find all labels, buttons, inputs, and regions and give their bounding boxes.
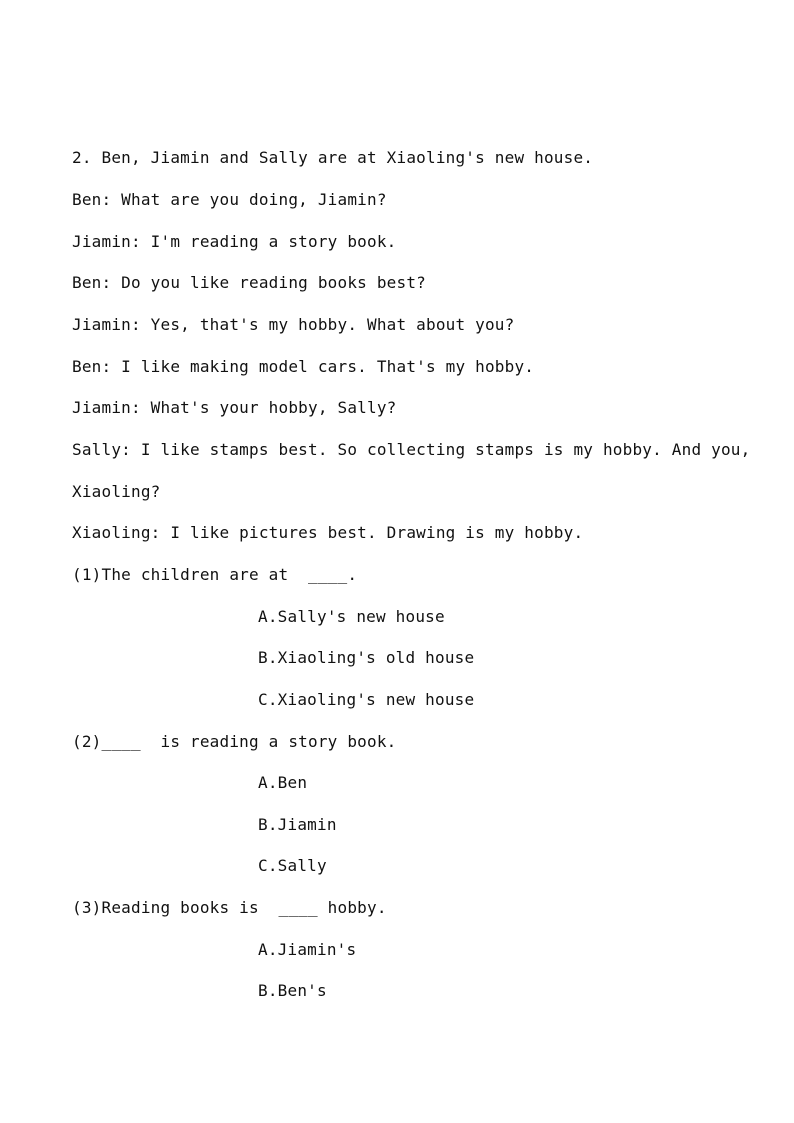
question-1-option-c: C.Xiaoling's new house bbox=[258, 690, 475, 709]
passage-intro: 2. Ben, Jiamin and Sally are at Xiaoling's new house. bbox=[72, 148, 594, 167]
dialogue-line: Ben: Do you like reading books best? bbox=[72, 273, 426, 292]
question-3-option-a: A.Jiamin's bbox=[258, 940, 357, 959]
question-1-option-b: B.Xiaoling's old house bbox=[258, 648, 475, 667]
dialogue-line: Xiaoling? bbox=[72, 482, 161, 501]
question-3-stem: (3)Reading books is ____ hobby. bbox=[72, 898, 387, 917]
dialogue-line: Jiamin: Yes, that's my hobby. What about you? bbox=[72, 315, 515, 334]
dialogue-line: Xiaoling: I like pictures best. Drawing is my hobby. bbox=[72, 523, 584, 542]
question-2-option-b: B.Jiamin bbox=[258, 815, 337, 834]
dialogue-line: Ben: What are you doing, Jiamin? bbox=[72, 190, 387, 209]
question-1-option-a: A.Sally's new house bbox=[258, 607, 445, 626]
question-2-option-c: C.Sally bbox=[258, 856, 327, 875]
question-2-stem: (2)____ is reading a story book. bbox=[72, 732, 397, 751]
question-3-option-b: B.Ben's bbox=[258, 981, 327, 1000]
dialogue-line: Jiamin: I'm reading a story book. bbox=[72, 232, 397, 251]
question-2-option-a: A.Ben bbox=[258, 773, 308, 792]
question-1-stem: (1)The children are at ____. bbox=[72, 565, 358, 584]
dialogue-line: Jiamin: What's your hobby, Sally? bbox=[72, 398, 397, 417]
dialogue-line: Sally: I like stamps best. So collecting stamps is my hobby. And you, bbox=[72, 440, 751, 459]
dialogue-line: Ben: I like making model cars. That's my hobby. bbox=[72, 357, 535, 376]
